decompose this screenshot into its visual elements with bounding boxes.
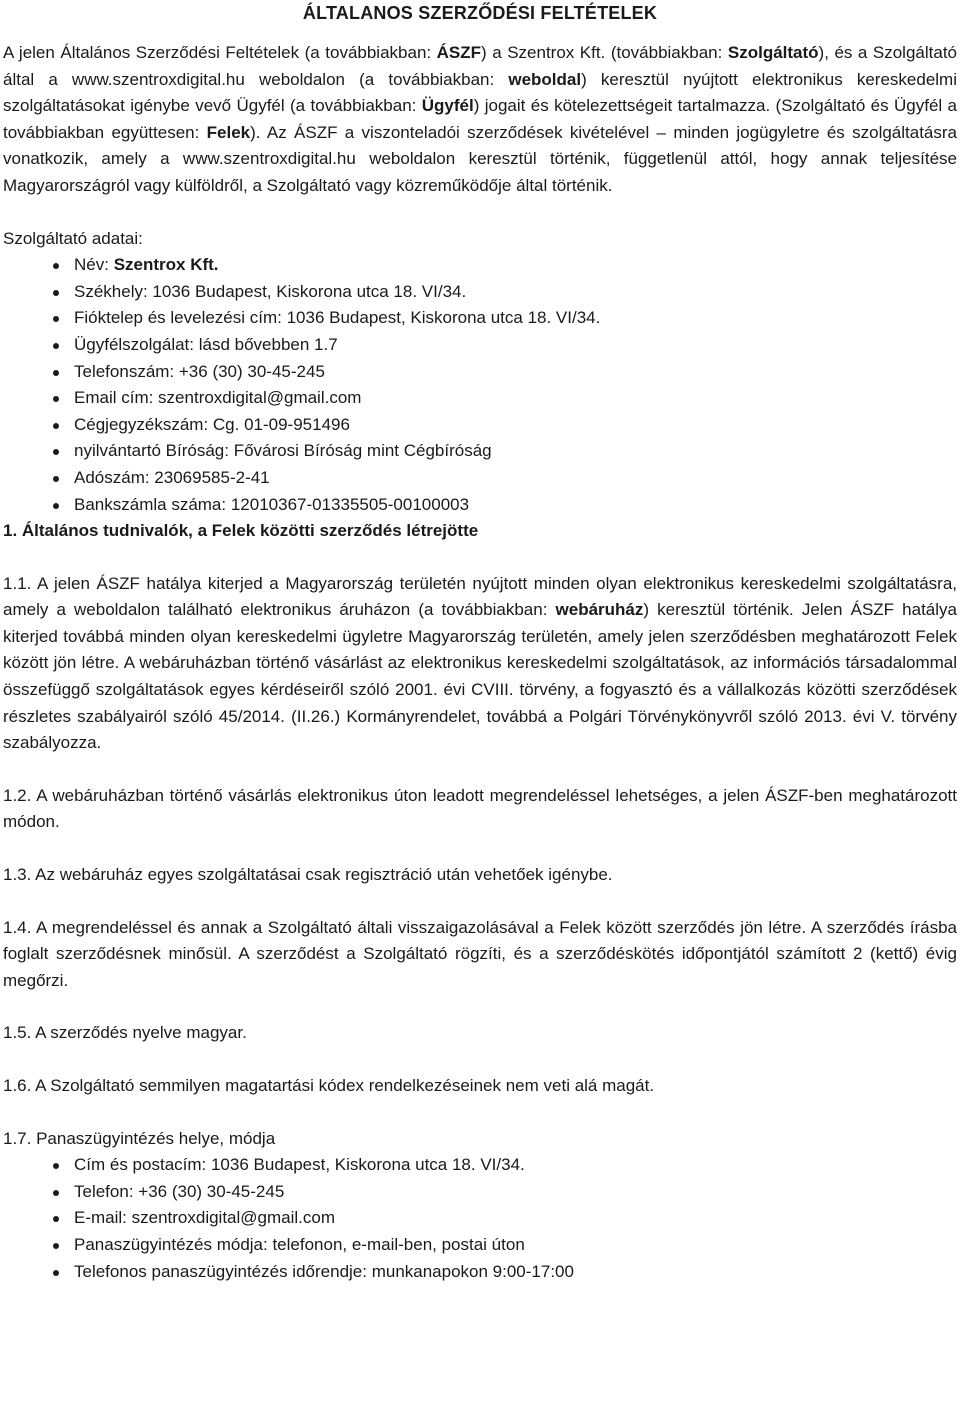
list-item-text: Cím és postacím: 1036 Budapest, Kiskorona utca 18. VI/34. xyxy=(74,1155,525,1175)
term-weboldal: weboldal xyxy=(508,69,582,89)
intro-text: ) keresztül nyújtott elektronikus kereskedelmi szolgáltatásokat igénybe vevő Ügyfél (a továbbiakban: xyxy=(3,69,957,116)
list-item xyxy=(53,1232,957,1259)
list-item-text: Adószám: 23069585-2-41 xyxy=(74,467,270,487)
intro-text: ) jogait és kötelezettségeit tartalmazza. (Szolgáltató és Ügyfél a továbbiakban együttesen: xyxy=(3,96,958,142)
intro-text: ). Az ÁSZF a viszonteladói szerződések kivételével – minden jogügyletre és szolgáltatásra vonatkozik, amely a www.szentroxdigital.hu weboldalon keresztül történik, függetlenül attól, hogy annak teljesítése Magyarországról vagy külföldről, a Szolgáltató vagy közreműködője által történik. xyxy=(3,122,958,195)
document-title: ÁLTALANOS SZERZŐDÉSI FELTÉTELEK xyxy=(302,3,658,23)
intro-text: A jelen Általános Szerződési Feltételek (a továbbiakban: xyxy=(3,43,437,62)
provider-name-label: Név: xyxy=(74,255,114,275)
intro-paragraph xyxy=(3,40,957,200)
bullet-icon xyxy=(53,1216,59,1222)
paragraph-1-5: 1.5. A szerződés nyelve magyar. xyxy=(3,1023,247,1043)
section-1-heading: 1. Általános tudnivalók, a Felek közötti szerződés létrejötte xyxy=(3,521,479,541)
paragraph-1-3: 1.3. Az webáruház egyes szolgáltatásai csak regisztráció után vehetőek igénybe. xyxy=(3,865,613,885)
bullet-icon xyxy=(53,1163,59,1169)
provider-name-value: Szentrox Kft. xyxy=(113,255,219,275)
bullet-icon xyxy=(53,290,59,296)
list-item xyxy=(53,332,957,359)
list-item xyxy=(53,385,957,412)
term-szolgaltato: Szolgáltató xyxy=(727,43,819,62)
list-item xyxy=(53,252,957,279)
list-item xyxy=(53,305,957,332)
list-item xyxy=(53,1259,957,1286)
term-ugyfel: Ügyfél xyxy=(421,96,474,116)
list-item-text: E-mail: szentroxdigital@gmail.com xyxy=(74,1208,336,1228)
paragraph-1-7: 1.7. Panaszügyintézés helye, módja xyxy=(3,1128,276,1148)
list-item-text: Panaszügyintézés módja: telefonon, e-mail-ben, postai úton xyxy=(74,1234,525,1254)
bullet-icon xyxy=(53,476,59,482)
bullet-icon xyxy=(53,1270,59,1276)
paragraph-1-2: 1.2. A webáruházban történő vásárlás elektronikus úton leadott megrendeléssel lehetséges, a jelen ÁSZF-ben meghatározott módon. xyxy=(3,785,957,832)
list-item-text: Fióktelep és levelezési cím: 1036 Budapest, Kiskorona utca 18. VI/34. xyxy=(74,308,601,328)
list-item-text: Telefonos panaszügyintézés időrendje: munkanapokon 9:00-17:00 xyxy=(74,1261,574,1281)
bullet-icon xyxy=(53,396,59,402)
bullet-icon xyxy=(53,343,59,349)
list-item-text: Email cím: szentroxdigital@gmail.com xyxy=(74,388,362,408)
term-webaruhaz: webáruház xyxy=(555,600,644,620)
list-item-text: Ügyfélszolgálat: lásd bővebben 1.7 xyxy=(74,334,338,354)
list-item-text: Székhely: 1036 Budapest, Kiskorona utca 18. VI/34. xyxy=(74,281,467,301)
bullet-icon xyxy=(53,370,59,376)
bullet-icon xyxy=(53,263,59,269)
list-item xyxy=(53,359,957,386)
paragraph-text: ) keresztül történik. Jelen ÁSZF hatálya kiterjed továbbá minden olyan kereskedelmi ügyletre Magyarország területén, amely jelen szerződésben meghatározott Felek között jön létre. A webáruházban történő vásárlást az elektronikus kereskedelmi szolgáltatások, az információs társadalommal összefüggő szolgáltatások egyes kérdéseiről szóló 2001. évi CVIII. törvény, a fogyasztó és a vállalkozás közötti szerződések részletes szabályairól szóló 45/2014. (II.26.) Kormányrendelet, továbbá a Polgári Törvénykönyvről szóló 2013. évi V. törvény szabályozza. xyxy=(3,600,957,753)
paragraph-1-4: 1.4. A megrendeléssel és annak a Szolgáltató általi visszaigazolásával a Felek között szerződés jön létre. A szerződés írásba foglalt szerződésnek minősül. A szerződést a Szolgáltató rögzíti, és a szerződéskötés időpontjától számított 2 (kettő) évig megőrzi. xyxy=(3,917,957,990)
list-item xyxy=(53,1179,957,1206)
bullet-icon xyxy=(53,1243,59,1249)
paragraph-text: 1.1. A jelen ÁSZF hatálya kiterjed a Magyarország területén nyújtott minden olyan elektronikus kereskedelmi szolgáltatásra, amely a weboldalon található elektronikus áruházon (a továbbiakban: xyxy=(3,573,957,620)
list-item-text: Bankszámla száma: 12010367-01335505-00100003 xyxy=(74,494,470,514)
bullet-icon xyxy=(53,423,59,429)
paragraph-1-1 xyxy=(3,571,957,757)
list-item xyxy=(53,412,957,439)
list-item-text: Cégjegyzékszám: Cg. 01-09-951496 xyxy=(74,414,350,434)
list-item-text: Telefon: +36 (30) 30-45-245 xyxy=(74,1181,285,1201)
provider-list xyxy=(3,252,957,518)
list-item-text: nyilvántartó Bíróság: Fővárosi Bíróság mint Cégbíróság xyxy=(74,441,492,461)
intro-text: ), és a Szolgáltató által a www.szentroxdigital.hu weboldalon (a továbbiakban: xyxy=(3,43,958,89)
bullet-icon xyxy=(53,449,59,455)
list-item-text: Telefonszám: +36 (30) 30-45-245 xyxy=(74,361,325,381)
list-item xyxy=(53,492,957,519)
term-aszf: ÁSZF xyxy=(436,43,482,62)
bullet-icon xyxy=(53,1190,59,1196)
list-item xyxy=(53,1205,957,1232)
list-item xyxy=(53,279,957,306)
bullet-icon xyxy=(53,316,59,322)
bullet-icon xyxy=(53,503,59,509)
term-felek: Felek xyxy=(206,122,251,142)
paragraph-1-6: 1.6. A Szolgáltató semmilyen magatartási kódex rendelkezéseinek nem veti alá magát. xyxy=(3,1076,655,1095)
complaint-list xyxy=(3,1152,957,1285)
list-item xyxy=(53,438,957,465)
list-item xyxy=(53,1152,957,1179)
intro-text: ) a Szentrox Kft. (továbbiakban: xyxy=(481,43,728,62)
list-item xyxy=(53,465,957,492)
provider-heading: Szolgáltató adatai: xyxy=(3,228,143,248)
